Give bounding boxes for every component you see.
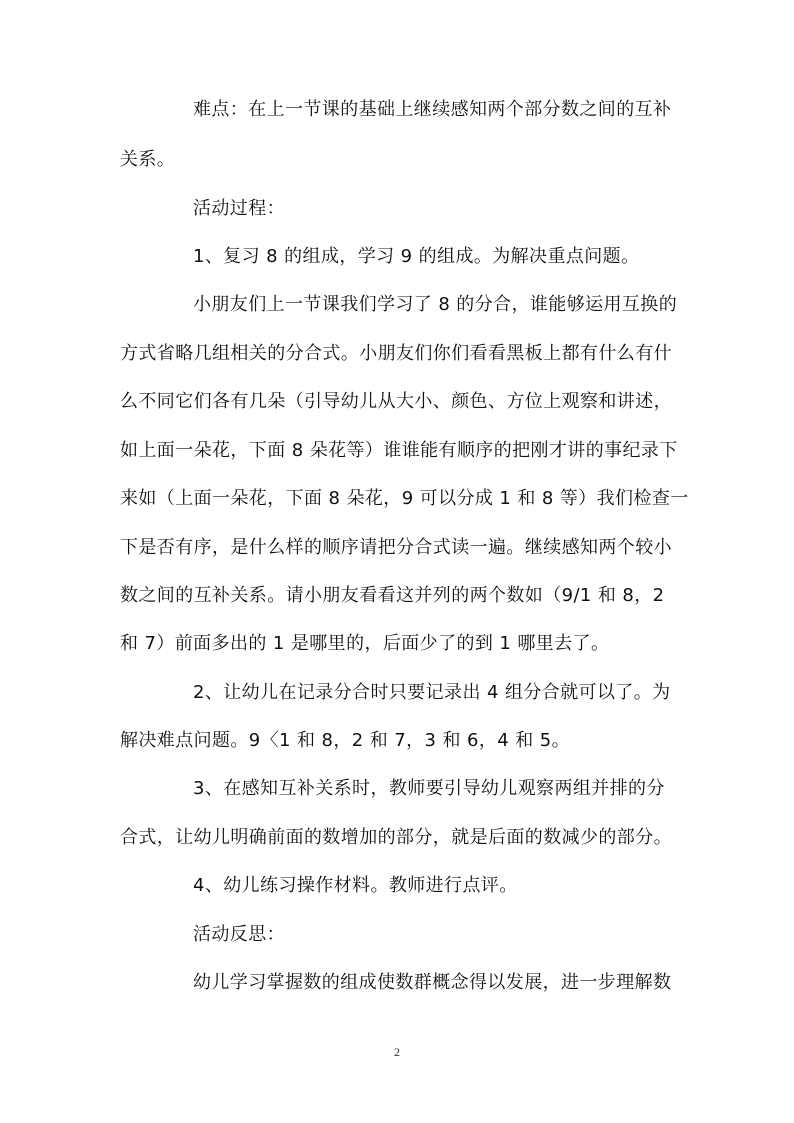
text-line: 1、复习 8 的组成，学习 9 的组成。为解决重点问题。 — [193, 246, 640, 267]
page-number: 2 — [394, 1045, 400, 1059]
text-line: 下是否有序，是什么样的顺序请把分合式读一遍。继续感知两个较小 — [120, 537, 672, 558]
text-line: 幼儿学习掌握数的组成使数群概念得以发展，进一步理解数 — [193, 972, 672, 993]
text-line: 如上面一朵花，下面 8 朵花等）谁谁能有顺序的把刚才讲的事纪录下 — [120, 440, 678, 461]
text-line: 合式，让幼儿明确前面的数增加的部分，就是后面的数减少的部分。 — [120, 827, 672, 848]
text-line: 和 7）前面多出的 1 是哪里的，后面少了的到 1 哪里去了。 — [120, 633, 610, 654]
text-line: 活动反思： — [193, 924, 285, 945]
text-line: 4、幼儿练习操作材料。教师进行点评。 — [193, 875, 518, 896]
text-line: 么不同它们各有几朵（引导幼儿从大小、颜色、方位上观察和讲述， — [120, 391, 672, 412]
text-line: 数之间的互补关系。请小朋友看看这并列的两个数如（9/1 和 8，2 — [120, 585, 665, 606]
text-line: 小朋友们上一节课我们学习了 8 的分合，谁能够运用互换的 — [193, 294, 678, 315]
text-line: 来如（上面一朵花，下面 8 朵花，9 可以分成 1 和 8 等）我们检查一 — [120, 488, 689, 509]
text-line: 方式省略几组相关的分合式。小朋友们你们看看黑板上都有什么有什 — [120, 343, 672, 364]
text-line: 难点：在上一节课的基础上继续感知两个部分数之间的互补 — [193, 99, 672, 120]
text-line: 活动过程： — [193, 198, 285, 219]
text-line: 3、在感知互补关系时，教师要引导幼儿观察两组并排的分 — [193, 778, 665, 799]
text-line: 解决难点问题。9〈1 和 8，2 和 7，3 和 6，4 和 5。 — [120, 730, 571, 751]
text-line: 关系。 — [120, 149, 176, 170]
text-line: 2、让幼儿在记录分合时只要记录出 4 组分合就可以了。为 — [193, 682, 671, 703]
